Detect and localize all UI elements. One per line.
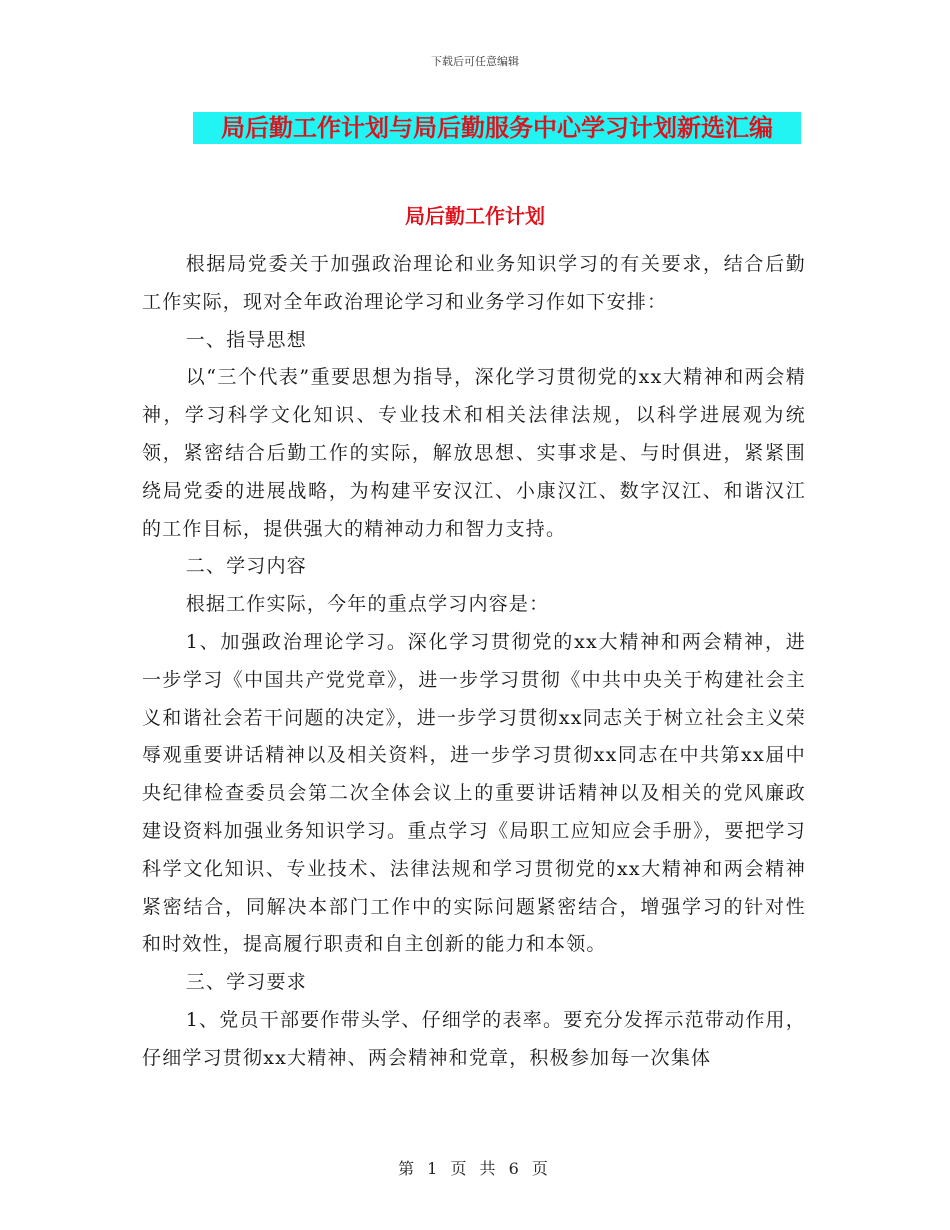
document-body bbox=[142, 246, 806, 1078]
heading-study-content: 二、学习内容 bbox=[185, 555, 307, 578]
heading-study-requirements: 三、学习要求 bbox=[185, 971, 307, 994]
header-note: 下载后可任意编辑 bbox=[431, 55, 519, 68]
heading-guiding-ideology: 一、指导思想 bbox=[185, 328, 307, 351]
paragraph-political-theory: 1、加强政治理论学习。深化学习贯彻党的xx大精神和两会精神，进一步学习《中国共产党党章》，进一步学习贯彻《中共中央关于构建社会主义和谐社会若干问题的决定》，进一步学习贯彻xx同志关于树立社会主义荣辱观重要讲话精神以及相关资料，进一步学习贯彻xx同志在中共第xx届中央纪律检查委员会第二次全体会议上的重要讲话精神以及相关的党风廉政建设资料加强业务知识学习。重点学习《局职工应知应会手册》，要把学习科学文化知识、专业技术、法律法规和学习贯彻党的xx大精神和两会精神紧密结合，同解决本部门工作中的实际问题紧密结合，增强学习的针对性和时效性，提高履行职责和自主创新的能力和本领。 bbox=[142, 630, 806, 956]
paragraph-requirement-1: 1、党员干部要作带头学、仔细学的表率。要充分发挥示范带动作用，仔细学习贯彻xx大精神、两会精神和党章，积极参加每一次集体 bbox=[142, 1008, 806, 1069]
paragraph-study-content-intro: 根据工作实际，今年的重点学习内容是： bbox=[185, 593, 550, 616]
paragraph-intro: 根据局党委关于加强政治理论和业务知识学习的有关要求，结合后勤工作实际，现对全年政治理论学习和业务学习作如下安排： bbox=[142, 253, 806, 313]
section-title: 局后勤工作计划 bbox=[405, 204, 545, 228]
document-main-title: 局后勤工作计划与局后勤服务中心学习计划新选汇编 bbox=[193, 112, 801, 144]
paragraph-guiding-ideology: 以“三个代表”重要思想为指导，深化学习贯彻党的xx大精神和两会精神，学习科学文化知识、专业技术和相关法律法规，以科学进展观为统领，紧密结合后勤工作的实际，解放思想、实事求是、与时俱进，紧紧围绕局党委的进展战略，为构建平安汉江、小康汉江、数字汉江、和谐汉江的工作目标，提供强大的精神动力和智力支持。 bbox=[142, 366, 806, 540]
page-footer: 第 1 页 共 6 页 bbox=[398, 1159, 552, 1178]
